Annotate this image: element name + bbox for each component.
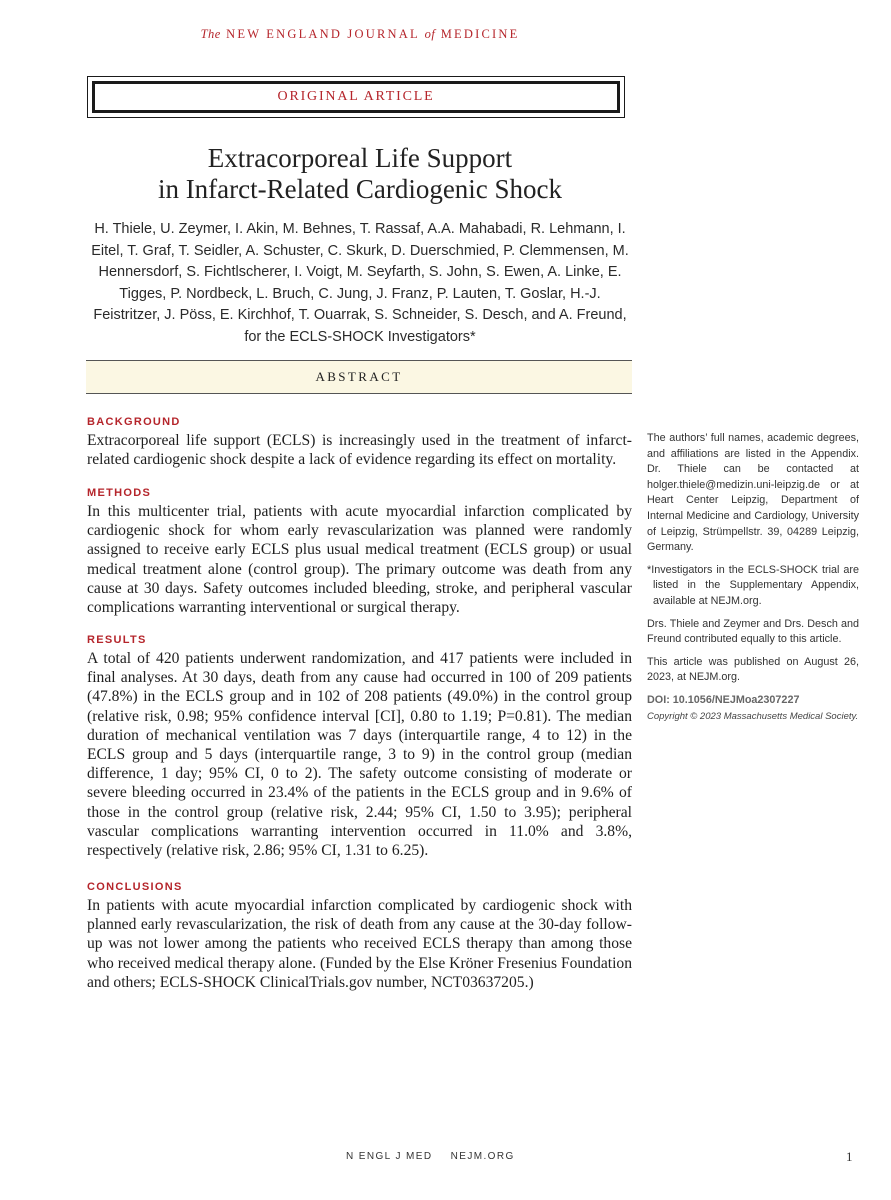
footer-site: NEJM.ORG bbox=[450, 1151, 515, 1162]
journal-header-of: of bbox=[424, 27, 436, 41]
sidebar-affiliations: The authors’ full names, academic degrees, and affiliations are listed in the Appendix. Dr. Thiele can be contacted at holger.thiele@medizin.uni-leipzig.de or at Heart Center Leipzig, Department of Internal Medicine and Cardiology, University of Leipzig, Strümpellstr. 39, 04289 Leipzig, Germany. bbox=[647, 432, 859, 554]
article-title bbox=[88, 143, 632, 205]
background-text: Extracorporeal life support (ECLS) is increasingly used in the treatment of infarct-related cardiogenic shock despite a lack of evidence regarding its effect on mortality. bbox=[87, 432, 632, 469]
results-heading: RESULTS bbox=[87, 634, 147, 646]
journal-header bbox=[0, 27, 720, 42]
abstract-methods bbox=[87, 486, 632, 617]
sidebar-copyright: Copyright © 2023 Massachusetts Medical Society. bbox=[647, 710, 859, 722]
abstract-label: ABSTRACT bbox=[315, 369, 403, 384]
sidebar-published: This article was published on August 26, 2023, at NEJM.org. bbox=[647, 655, 859, 684]
sidebar-notes bbox=[647, 431, 859, 731]
results-text: A total of 420 patients underwent randomization, and 417 patients were included in final analyses. At 30 days, death from any cause had occurred in 100 of 209 patients (47.8%) in the ECLS group and in 102 of 208 patients (49.0%) in the control group (relative risk, 0.98; 95% confidence interval [CI], 0.80 to 1.19; P=0.81). The median duration of mechanical ventilation was 7 days (interquartile range, 4 to 12) in the ECLS group and 5 days (interquartile range, 3 to 9) in the control group (median difference, 1 day; 95% CI, 0 to 2). The safety outcome consisting of moderate or severe bleeding occurred in 23.4% of the patients in the ECLS group and in 9.6% of those in the control group (relative risk, 2.44; 95% CI, 1.50 to 3.95); peripheral vascular complications warranting intervention occurred in 11.0% and 3.8%, respectively (relative risk, 2.86; 95% CI, 1.31 to 6.25). bbox=[87, 650, 632, 860]
sidebar-contrib: Drs. Thiele and Zeymer and Drs. Desch and Freund contributed equally to this article. bbox=[647, 617, 859, 646]
conclusions-text: In patients with acute myocardial infarction complicated by cardiogenic shock with planned early revascularization, the risk of death from any cause at the 30-day follow-up was not lower among the patients who received ECLS therapy than among those who received medical therapy alone. (Funded by the Else Kröner Fresenius Foundation and others; ECLS-SHOCK ClinicalTrials.gov number, NCT03637205.) bbox=[87, 897, 632, 991]
journal-header-the: The bbox=[200, 27, 221, 41]
journal-header-medicine: MEDICINE bbox=[440, 27, 520, 41]
journal-header-name: NEW ENGLAND JOURNAL bbox=[226, 27, 420, 41]
article-type-label: ORIGINAL ARTICLE bbox=[277, 89, 435, 104]
abstract-results bbox=[87, 633, 632, 860]
background-heading: BACKGROUND bbox=[87, 416, 181, 428]
article-type-box-inner bbox=[92, 81, 620, 113]
article-type-box bbox=[87, 76, 625, 118]
abstract-conclusions bbox=[87, 880, 632, 992]
methods-text: In this multicenter trial, patients with acute myocardial infarction complicated by cardiogenic shock for whom early revascularization was planned were randomly assigned to receive early ECLS plus usual medical treatment (ECLS group) or usual medical treatment alone (control group). The primary outcome was death from any cause at 30 days. Safety outcomes included bleeding, stroke, and peripheral vascular complications warranting interventional or surgical therapy. bbox=[87, 503, 632, 617]
author-list: H. Thiele, U. Zeymer, I. Akin, M. Behnes, T. Rassaf, A.A. Mahabadi, R. Lehmann, I. Eitel, T. Graf, T. Seidler, A. Schuster, C. Skurk, D. Duerschmied, P. Clemmensen, M. Hennersdorf, S. Fichtlscherer, I. Voigt, M. Seyfarth, S. John, S. Ewen, A. Linke, E. Tigges, P. Nordbeck, L. Bruch, C. Jung, J. Franz, P. Lauten, T. Goslar, H.-J. Feistritzer, J. Pöss, E. Kirchhof, T. Ouarrak, S. Schneider, S. Desch, and A. Freund, for the ECLS-SHOCK Investigators* bbox=[91, 221, 629, 345]
page-number: 1 bbox=[846, 1149, 854, 1164]
conclusions-heading: CONCLUSIONS bbox=[87, 881, 183, 893]
article-title-line-1: Extracorporeal Life Support bbox=[207, 143, 513, 173]
article-title-line-2: in Infarct-Related Cardiogenic Shock bbox=[157, 174, 563, 204]
abstract-background bbox=[87, 415, 632, 469]
sidebar-doi: DOI: 10.1056/NEJMoa2307227 bbox=[647, 693, 800, 706]
methods-heading: METHODS bbox=[87, 487, 152, 499]
sidebar-investigators: *Investigators in the ECLS-SHOCK trial are listed in the Supplementary Appendix, available at NEJM.org. bbox=[647, 563, 859, 607]
footer-citation bbox=[346, 1151, 529, 1162]
abstract-band bbox=[86, 360, 632, 394]
footer-journal-abbrev: N ENGL J MED bbox=[346, 1151, 433, 1162]
